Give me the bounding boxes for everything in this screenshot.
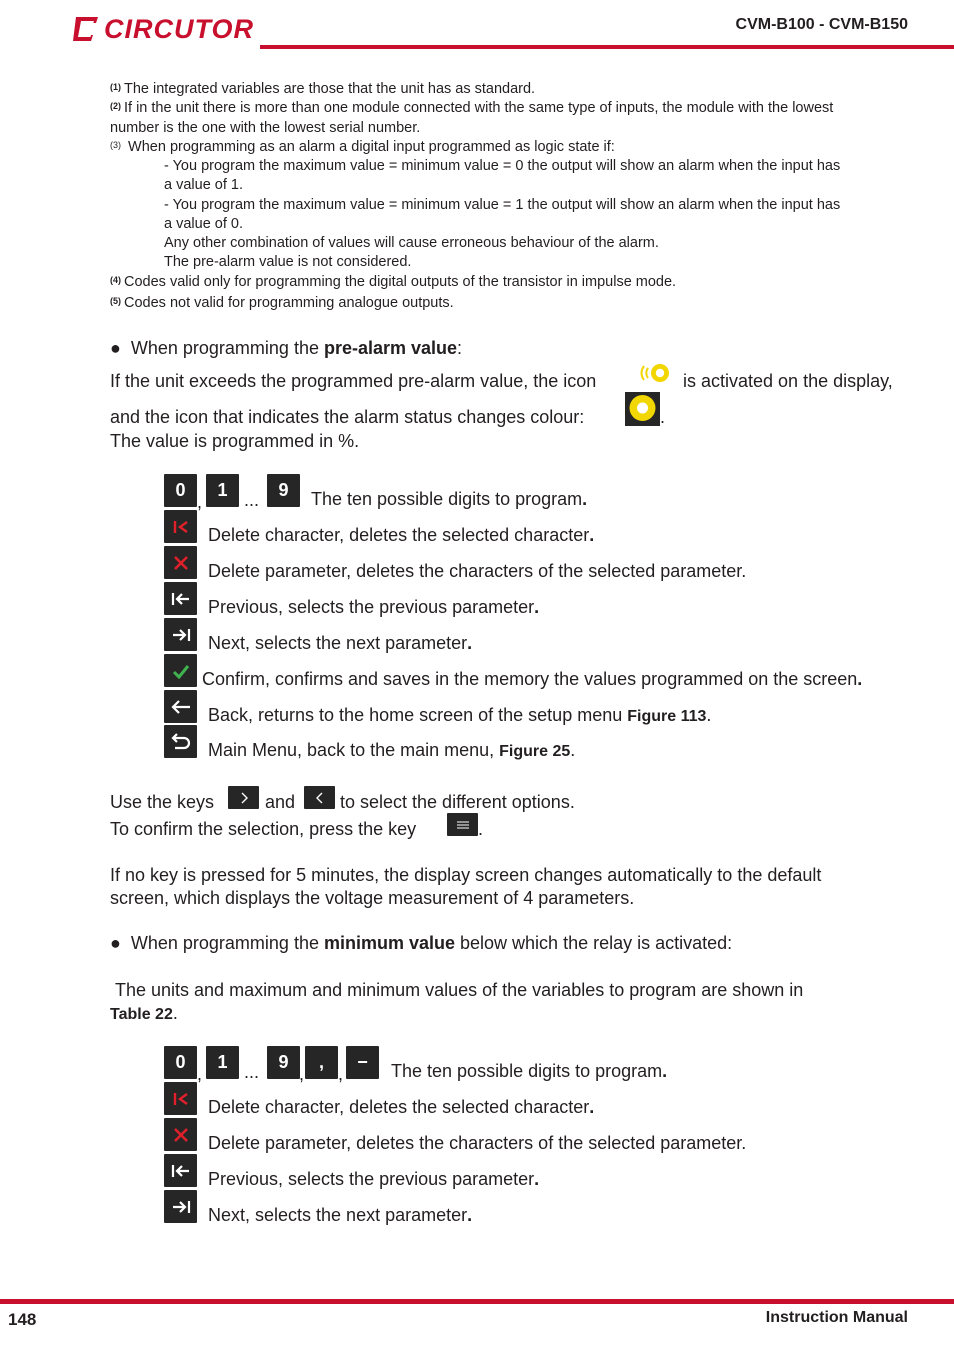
digits-description: The ten possible digits to program.	[391, 1061, 668, 1081]
previous-icon	[170, 1161, 192, 1181]
previous-description: Previous, selects the previous parameter.	[208, 597, 540, 617]
footnote-mark: (2)	[110, 101, 121, 111]
previous-icon	[170, 589, 192, 609]
digit-0-key: 0	[164, 1046, 197, 1079]
prealarm-line2-end: .	[660, 407, 666, 427]
main-menu-description: Main Menu, back to the main menu, Figure 25.	[208, 740, 576, 760]
next-parameter-key	[164, 618, 197, 651]
footnote-2-cont: number is the one with the lowest serial number.	[110, 120, 421, 136]
prealarm-heading	[110, 337, 462, 360]
next-icon	[170, 1197, 192, 1217]
footnote-text: Codes not valid for programming analogue outputs.	[124, 295, 454, 311]
use-keys-text: Use the keys	[110, 792, 215, 812]
digit-9-key: 9	[267, 1046, 300, 1079]
footnote-3	[110, 138, 615, 158]
heading-bold: minimum value	[323, 933, 456, 953]
document-id: CVM-B100 - CVM-B150	[735, 16, 908, 33]
back-arrow-icon	[170, 697, 192, 717]
footnote-1	[110, 80, 535, 100]
ellipsis: ...	[244, 1062, 260, 1082]
chevron-right-icon	[238, 791, 250, 805]
footnote-3-line: - You program the maximum value = minimum value = 1 the output will show an alarm when the input has	[164, 197, 841, 213]
separator: ,	[299, 1064, 305, 1084]
previous-description: Previous, selects the previous parameter.	[208, 1169, 540, 1189]
delete-character-key	[164, 1082, 197, 1115]
footnote-text: The integrated variables are those that the unit has as standard.	[124, 81, 536, 97]
footnote-text: Codes valid only for programming the digital outputs of the transistor in impulse mode.	[124, 274, 677, 290]
previous-parameter-key	[164, 1154, 197, 1187]
next-description: Next, selects the next parameter.	[208, 1205, 473, 1225]
separator: ,	[197, 1064, 203, 1084]
footnote-3-line: The pre-alarm value is not considered.	[164, 254, 412, 270]
prealarm-line1a: If the unit exceeds the programmed pre-alarm value, the icon	[110, 371, 597, 391]
delete-character-icon	[171, 1089, 191, 1109]
heading-text: When programming the	[130, 933, 324, 953]
right-arrow-key	[228, 786, 259, 809]
minus-key: −	[346, 1046, 379, 1079]
footnote-mark: (1)	[110, 82, 121, 92]
footnote-mark: (5)	[110, 296, 121, 306]
units-table-ref: Table 22.	[110, 1003, 178, 1023]
delete-character-description: Delete character, deletes the selected character.	[208, 1097, 595, 1117]
decimal-comma-key: ,	[305, 1046, 338, 1079]
digit-9-key: 9	[267, 474, 300, 507]
delete-character-icon	[171, 517, 191, 537]
circutor-logo	[70, 12, 254, 46]
confirm-key	[164, 654, 197, 687]
digit-1-key: 1	[206, 474, 239, 507]
prealarm-icon	[638, 362, 674, 388]
delete-character-description: Delete character, deletes the selected character.	[208, 525, 595, 545]
return-icon	[170, 731, 192, 753]
heading-text: When programming the	[130, 338, 324, 358]
timeout-line1: If no key is pressed for 5 minutes, the display screen changes automatically to the default	[110, 865, 822, 885]
footnote-mark: (3)	[110, 140, 121, 150]
confirm-selection-end: .	[478, 819, 484, 839]
bullet: ●	[110, 933, 121, 953]
back-description: Back, returns to the home screen of the setup menu Figure 113.	[208, 705, 712, 725]
footnote-2	[110, 99, 833, 119]
minimum-heading	[110, 932, 732, 955]
prealarm-line1b: is activated on the display,	[683, 371, 893, 391]
delete-parameter-description: Delete parameter, deletes the characters of the selected parameter.	[208, 561, 747, 581]
header-rule	[260, 45, 954, 49]
select-options-text: to select the different options.	[340, 792, 575, 812]
separator: ,	[197, 492, 203, 512]
footnote-text: When programming as an alarm a digital input programmed as logic state if:	[128, 139, 615, 155]
delete-parameter-icon	[171, 553, 191, 573]
footnote-3-line: Any other combination of values will cause erroneous behaviour of the alarm.	[164, 235, 659, 251]
menu-key	[447, 813, 478, 836]
previous-parameter-key	[164, 582, 197, 615]
digit-0-key: 0	[164, 474, 197, 507]
table-ref[interactable]: Table 22	[110, 1006, 173, 1023]
digit-1-key: 1	[206, 1046, 239, 1079]
confirm-description: Confirm, confirms and saves in the memory the values programmed on the screen.	[202, 669, 863, 689]
ellipsis: ...	[244, 490, 260, 510]
timeout-line2: screen, which displays the voltage measurement of 4 parameters.	[110, 888, 635, 908]
footnote-4	[110, 273, 676, 293]
delete-parameter-key	[164, 1118, 197, 1151]
confirm-selection-text: To confirm the selection, press the key	[110, 819, 417, 839]
heading-text: below which the relay is activated:	[455, 933, 733, 953]
chevron-left-icon	[314, 791, 326, 805]
delete-parameter-key	[164, 546, 197, 579]
check-icon	[171, 661, 191, 681]
prealarm-line2: and the icon that indicates the alarm status changes colour:	[110, 407, 585, 427]
and-text: and	[265, 792, 296, 812]
delete-character-key	[164, 510, 197, 543]
logo-text: CIRCUTOR	[104, 13, 255, 44]
left-arrow-key	[304, 786, 335, 809]
manual-title: Instruction Manual	[765, 1309, 908, 1326]
units-text: The units and maximum and minimum values of the variables to program are shown in	[115, 980, 804, 1000]
alarm-status-icon	[625, 392, 660, 426]
separator: ,	[338, 1064, 344, 1084]
next-parameter-key	[164, 1190, 197, 1223]
footnote-3-line: a value of 0.	[164, 216, 243, 232]
heading-bold: pre-alarm value	[323, 338, 458, 358]
back-key	[164, 690, 197, 723]
next-icon	[170, 625, 192, 645]
main-menu-key	[164, 725, 197, 758]
footnote-text: If in the unit there is more than one module connected with the same type of inputs, the module with the lowest	[124, 100, 834, 116]
footnote-3-line: - You program the maximum value = minimum value = 0 the output will show an alarm when the input has	[164, 158, 841, 174]
footnote-mark: (4)	[110, 275, 121, 285]
digits-description: The ten possible digits to program.	[311, 489, 588, 509]
circutor-logo-icon	[70, 13, 102, 45]
bullet: ●	[110, 338, 121, 358]
next-description: Next, selects the next parameter.	[208, 633, 473, 653]
heading-punct: :	[457, 338, 463, 358]
page-number: 148	[8, 1310, 37, 1329]
footer-rule	[0, 1299, 954, 1304]
delete-parameter-icon	[171, 1125, 191, 1145]
menu-icon	[456, 819, 470, 831]
prealarm-line3: The value is programmed in %.	[110, 431, 360, 451]
footnote-5	[110, 294, 454, 314]
delete-parameter-description: Delete parameter, deletes the characters of the selected parameter.	[208, 1133, 747, 1153]
footnote-3-line: a value of 1.	[164, 177, 243, 193]
